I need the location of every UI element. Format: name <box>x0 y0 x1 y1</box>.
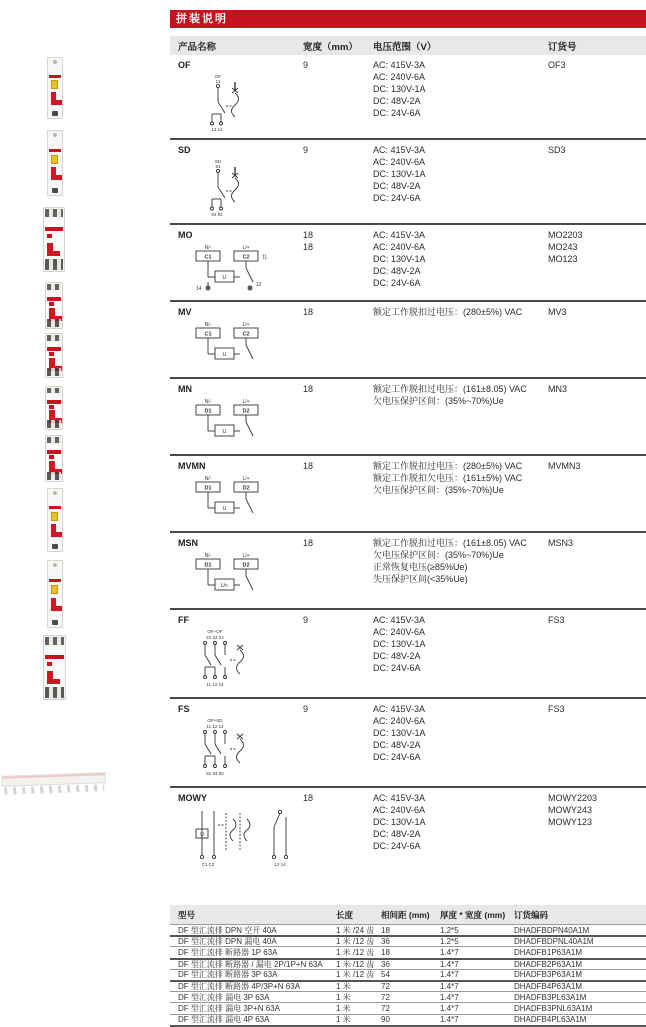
red-handle <box>51 598 56 611</box>
pitch-cell: 72 <box>381 1003 390 1013</box>
red-handle <box>51 167 56 180</box>
model-cell: DF 型汇流排 DPN 漏电 40A <box>178 937 277 947</box>
product-photo-mn <box>45 333 63 378</box>
order-code-cell: DHADFB2P63A1M <box>514 959 583 969</box>
voltage-cell: AC: 415V-3A AC: 240V-6A DC: 130V-1A DC: 48V-2A DC: 24V-6A <box>373 60 426 118</box>
thickness-cell: 1.2*5 <box>440 925 459 935</box>
svg-text:L/+: L/+ <box>242 476 250 482</box>
terminal-strip <box>45 637 64 645</box>
svg-text:L/+: L/+ <box>242 245 250 251</box>
svg-text:OF+OF: OF+OF <box>207 629 223 634</box>
brand-stripe <box>49 75 61 78</box>
order-no-cell: MOWY2203 MOWY243 MOWY123 <box>548 793 598 827</box>
terminal-strip <box>45 209 63 217</box>
product-name: MN <box>178 384 192 394</box>
red-handle <box>51 92 56 105</box>
pitch-cell: 36 <box>381 937 390 947</box>
col-header-order-no: 订货号 <box>548 41 577 53</box>
col-header-pitch: 相间距 (mm) <box>381 909 430 920</box>
brand-stripe <box>47 450 61 454</box>
terminal-strip <box>47 420 61 428</box>
svg-text:C2: C2 <box>242 254 250 261</box>
voltage-cell: 额定工作脱扣过电压：(280±5%) VAC <box>373 307 523 317</box>
length-cell: 1 米 <box>336 1003 351 1013</box>
product-photo-of <box>47 57 63 119</box>
busbar-table-row <box>170 1014 646 1025</box>
order-no-cell: MO2203 MO243 MO123 <box>548 230 583 264</box>
thickness-cell: 1.4*7 <box>440 947 459 957</box>
voltage-cell: 额定工作脱扣过电压：(161±8.05) VAC 欠电压保护区间：(35%~70%)Ue <box>373 384 527 406</box>
svg-text:U: U <box>200 832 204 838</box>
product-name: MO <box>178 230 193 240</box>
voltage-cell: AC: 415V-3A AC: 240V-6A DC: 130V-1A DC: 48V-2A DC: 24V-6A <box>373 230 426 288</box>
product-name-cell <box>170 456 295 531</box>
voltage-cell: AC: 415V-3A AC: 240V-6A DC: 130V-1A DC: 48V-2A DC: 24V-6A <box>373 704 426 762</box>
assembly-table-header <box>170 36 646 55</box>
svg-text:11: 11 <box>262 254 268 261</box>
main-table-row-fs <box>170 697 646 786</box>
yellow-button <box>51 512 58 521</box>
svg-text:SD: SD <box>214 159 222 164</box>
pitch-cell: 72 <box>381 982 390 992</box>
col-header-width: 宽度（mm） <box>303 41 358 53</box>
terminal-block <box>52 544 58 549</box>
busbar-table-row <box>170 991 646 1002</box>
length-cell: 1 米 <box>336 992 351 1002</box>
product-name: SD <box>178 145 191 155</box>
product-photo-fs <box>47 560 63 628</box>
order-code-cell: DHADFB3PNL63A1M <box>514 1003 593 1013</box>
main-table-row-mn <box>170 377 646 454</box>
order-no-cell: MN3 <box>548 384 568 394</box>
order-no-cell: OF3 <box>548 60 566 70</box>
yellow-button <box>51 585 58 594</box>
order-no-cell: FS3 <box>548 615 565 625</box>
svg-text:11 12 14: 11 12 14 <box>206 682 224 687</box>
main-table-row-mowy <box>170 786 646 877</box>
order-code-cell: DHADFB1P63A1M <box>514 947 583 957</box>
svg-text:94 92: 94 92 <box>211 212 223 217</box>
breaker-terminal-dot <box>53 133 57 137</box>
wiring-diagram-ff <box>188 627 291 694</box>
wiring-diagram-fs <box>188 716 291 783</box>
voltage-cell: AC: 415V-3A AC: 240V-6A DC: 130V-1A DC: 48V-2A DC: 24V-6A <box>373 145 426 203</box>
col-header-product-name: 产品名称 <box>178 41 217 53</box>
svg-text:OF+SD: OF+SD <box>207 718 223 723</box>
terminal-strip <box>47 388 61 393</box>
busbar-table-row <box>170 924 646 935</box>
order-code-cell: DHADFB3PL63A1M <box>514 992 587 1002</box>
svg-text:14: 14 <box>196 286 202 292</box>
main-table-row-msn <box>170 531 646 608</box>
product-name-cell <box>170 140 295 223</box>
thickness-cell: 1.4*7 <box>440 992 459 1002</box>
svg-text:C2: C2 <box>242 331 250 338</box>
length-cell: 1 米 /24 齿 <box>336 925 375 935</box>
svg-text:D2: D2 <box>242 408 250 415</box>
svg-text:L/+: L/+ <box>242 399 250 405</box>
svg-text:C1 C2: C1 C2 <box>201 862 215 867</box>
terminal-block <box>52 620 58 625</box>
red-handle <box>51 524 56 537</box>
product-name-cell <box>170 699 295 786</box>
product-name: OF <box>178 60 191 70</box>
order-code-cell: DHADFBDPNL40A1M <box>514 937 594 947</box>
product-name: FS <box>178 704 190 714</box>
order-code-cell: DHADFB4PL63A1M <box>514 1015 587 1025</box>
red-handle <box>47 671 53 684</box>
svg-text:D1: D1 <box>204 408 212 415</box>
brand-stripe <box>47 347 61 351</box>
voltage-cell: AC: 415V-3A AC: 240V-6A DC: 130V-1A DC: 48V-2A DC: 24V-6A <box>373 615 426 673</box>
model-cell: DF 型汇流排 断路器 1P 63A <box>178 947 278 957</box>
red-handle <box>47 243 53 256</box>
svg-text:D2: D2 <box>242 485 250 492</box>
product-name-cell <box>170 788 295 877</box>
svg-text:U: U <box>222 275 227 281</box>
model-cell: DF 型汇流排 断路器 4P/3P+N 63A <box>178 982 301 992</box>
model-cell: DF 型汇流排 断路器 / 漏电 2P/1P+N 63A <box>178 959 323 969</box>
thickness-cell: 1.4*7 <box>440 959 459 969</box>
svg-text:D2: D2 <box>242 562 250 569</box>
thickness-cell: 1.4*7 <box>440 1015 459 1025</box>
pitch-cell: 54 <box>381 970 390 980</box>
length-cell: 1 米 /12 齿 <box>336 959 375 969</box>
red-button <box>49 352 54 356</box>
section-title: 拼装说明 <box>170 10 646 28</box>
svg-text:N/-: N/- <box>204 399 212 405</box>
product-name-cell <box>170 55 295 138</box>
width-cell: 9 <box>303 60 309 70</box>
model-cell: DF 型汇流排 漏电 3P+N 63A <box>178 1003 281 1013</box>
brand-stripe <box>49 579 61 582</box>
wiring-diagram-mo <box>188 242 291 297</box>
terminal-block <box>52 188 58 193</box>
svg-text:L/+: L/+ <box>242 553 250 559</box>
yellow-button <box>51 155 58 164</box>
product-photo-mo <box>43 207 65 272</box>
svg-text:C1: C1 <box>204 331 212 338</box>
product-name-cell <box>170 302 295 377</box>
product-photo-sd <box>47 130 63 196</box>
svg-text:91: 91 <box>215 164 221 169</box>
width-cell: 9 <box>303 145 309 155</box>
terminal-strip <box>45 259 63 270</box>
svg-text:U<: U< <box>220 583 229 589</box>
terminal-block <box>52 111 58 116</box>
width-cell: 18 <box>303 307 314 317</box>
order-code-cell: DHADFB3P63A1M <box>514 970 583 980</box>
order-code-cell: DHADFBDPN40A1M <box>514 925 590 935</box>
voltage-cell: 额定工作脱扣过电压：(161±8.05) VAC 欠电压保护区间：(35%~70%)Ue 正常恢复电压(≥85%Ue) 失压保护区间(<35%Ue) <box>373 538 527 584</box>
pitch-cell: 90 <box>381 1015 390 1025</box>
svg-text:U: U <box>222 506 227 512</box>
pitch-cell: 18 <box>381 947 390 957</box>
pitch-cell: 36 <box>381 959 390 969</box>
order-no-cell: SD3 <box>548 145 566 155</box>
col-header-order-code: 订货编码 <box>514 909 549 920</box>
main-table-row-of <box>170 55 646 138</box>
order-no-cell: MSN3 <box>548 538 574 548</box>
product-name-cell <box>170 225 295 300</box>
width-cell: 18 <box>303 538 314 548</box>
terminal-strip <box>47 335 61 341</box>
length-cell: 1 米 <box>336 1015 351 1025</box>
yellow-button <box>51 80 58 89</box>
wiring-diagram-mowy <box>188 805 291 874</box>
terminal-strip <box>47 319 61 327</box>
main-table-row-ff <box>170 608 646 697</box>
busbar-table-row <box>170 958 646 969</box>
wiring-diagram-mvmn <box>188 473 291 528</box>
product-name: MVMN <box>178 461 206 471</box>
thickness-cell: 1.4*7 <box>440 982 459 992</box>
svg-text:N/-: N/- <box>204 322 212 328</box>
width-cell: 9 <box>303 704 309 714</box>
thickness-cell: 1.4*7 <box>440 1003 459 1013</box>
busbar-table-row <box>170 946 646 957</box>
busbar-table-row <box>170 980 646 991</box>
product-name: FF <box>178 615 189 625</box>
terminal-strip <box>47 284 61 290</box>
col-header-length: 长度 <box>336 909 354 920</box>
breaker-terminal-dot <box>53 491 57 495</box>
svg-text:11: 11 <box>215 79 221 84</box>
svg-text:11 12 14: 11 12 14 <box>206 724 224 729</box>
wiring-diagram-sd <box>188 157 291 220</box>
length-cell: 1 米 /12 齿 <box>336 970 375 980</box>
svg-text:D1: D1 <box>204 562 212 569</box>
model-cell: DF 型汇流排 漏电 4P 63A <box>178 1015 270 1025</box>
wiring-diagram-of <box>188 72 291 135</box>
product-name-cell <box>170 533 295 608</box>
busbar-table-header <box>170 905 646 924</box>
busbar-table-row <box>170 935 646 946</box>
wiring-diagram-mn <box>188 396 291 451</box>
svg-text:12 14: 12 14 <box>274 862 286 867</box>
model-cell: DF 型汇流排 漏电 3P 63A <box>178 992 270 1002</box>
busbar-table <box>170 905 646 1027</box>
brand-stripe <box>49 506 61 509</box>
svg-text:OF: OF <box>214 74 222 79</box>
assembly-table <box>170 36 646 877</box>
product-name-cell <box>170 379 295 454</box>
breaker-terminal-dot <box>53 60 57 64</box>
svg-text:N/-: N/- <box>204 553 212 559</box>
voltage-cell: AC: 415V-3A AC: 240V-6A DC: 130V-1A DC: 48V-2A DC: 24V-6A <box>373 793 426 851</box>
thickness-cell: 1.2*5 <box>440 937 459 947</box>
main-table-row-mvmn <box>170 454 646 531</box>
product-name-cell <box>170 610 295 697</box>
width-cell: 18 <box>303 384 314 394</box>
svg-text:21 22 24: 21 22 24 <box>206 635 224 640</box>
main-table-rows <box>170 55 646 877</box>
product-photo-mv <box>45 282 63 329</box>
terminal-strip <box>47 472 61 480</box>
busbar-table-row <box>170 969 646 980</box>
svg-text:12: 12 <box>256 282 262 288</box>
product-photo-mowy <box>43 635 66 700</box>
terminal-strip <box>47 437 61 443</box>
width-cell: 18 <box>303 793 314 803</box>
order-no-cell: FS3 <box>548 704 565 714</box>
brand-stripe <box>45 655 64 659</box>
model-cell: DF 型汇流排 DPN 空开 40A <box>178 925 277 935</box>
svg-text:91 94 92: 91 94 92 <box>206 771 224 776</box>
wiring-diagram-msn <box>188 550 291 605</box>
wiring-diagram-mv <box>188 319 291 374</box>
terminal-strip <box>47 368 61 376</box>
svg-text:U: U <box>222 352 227 358</box>
product-name: MV <box>178 307 192 317</box>
main-table-row-mo <box>170 223 646 300</box>
product-photo-msn <box>45 435 63 482</box>
product-photo-mvmn <box>45 386 63 430</box>
main-table-row-sd <box>170 138 646 223</box>
order-code-cell: DHADFB4P63A1M <box>514 982 583 992</box>
terminal-strip <box>45 687 64 698</box>
svg-text:N/-: N/- <box>204 245 212 251</box>
col-header-model: 型号 <box>178 909 196 920</box>
width-cell: 18 18 <box>303 230 314 252</box>
width-cell: 18 <box>303 461 314 471</box>
breaker-terminal-dot <box>53 563 57 567</box>
svg-text:N/-: N/- <box>204 476 212 482</box>
svg-text:U: U <box>222 429 227 435</box>
brand-stripe <box>47 297 61 301</box>
red-button <box>47 662 52 666</box>
brand-stripe <box>47 400 61 404</box>
length-cell: 1 米 <box>336 982 351 992</box>
order-no-cell: MV3 <box>548 307 567 317</box>
red-button <box>47 234 52 238</box>
brand-stripe <box>49 149 61 152</box>
product-photo-busbar <box>2 768 107 798</box>
product-name: MOWY <box>178 793 207 803</box>
product-name: MSN <box>178 538 198 548</box>
brand-stripe <box>45 227 63 231</box>
voltage-cell: 额定工作脱扣过电压：(280±5%) VAC 额定工作脱扣欠电压：(161±5%) VAC 欠电压保护区间：(35%~70%)Ue <box>373 461 523 495</box>
svg-text:L/+: L/+ <box>242 322 250 328</box>
thickness-cell: 1.4*7 <box>440 970 459 980</box>
product-photo-ff <box>47 488 63 552</box>
pitch-cell: 18 <box>381 925 390 935</box>
red-button <box>49 302 54 306</box>
red-button <box>49 405 54 409</box>
order-no-cell: MVMN3 <box>548 461 581 471</box>
pitch-cell: 72 <box>381 992 390 1002</box>
main-table-row-mv <box>170 300 646 377</box>
model-cell: DF 型汇流排 断路器 3P 63A <box>178 970 278 980</box>
busbar-table-row <box>170 1002 646 1013</box>
width-cell: 9 <box>303 615 309 625</box>
busbar-table-rows <box>170 924 646 1027</box>
svg-text:12 14: 12 14 <box>211 127 223 132</box>
red-button <box>49 455 54 459</box>
length-cell: 1 米 /12 齿 <box>336 947 375 957</box>
svg-text:C1: C1 <box>204 254 212 261</box>
svg-text:D1: D1 <box>204 485 212 492</box>
page-content <box>170 10 646 1027</box>
col-header-thickness: 厚度 * 宽度 (mm) <box>440 909 506 920</box>
length-cell: 1 米 /12 齿 <box>336 937 375 947</box>
col-header-voltage: 电压范围（V） <box>373 41 437 53</box>
